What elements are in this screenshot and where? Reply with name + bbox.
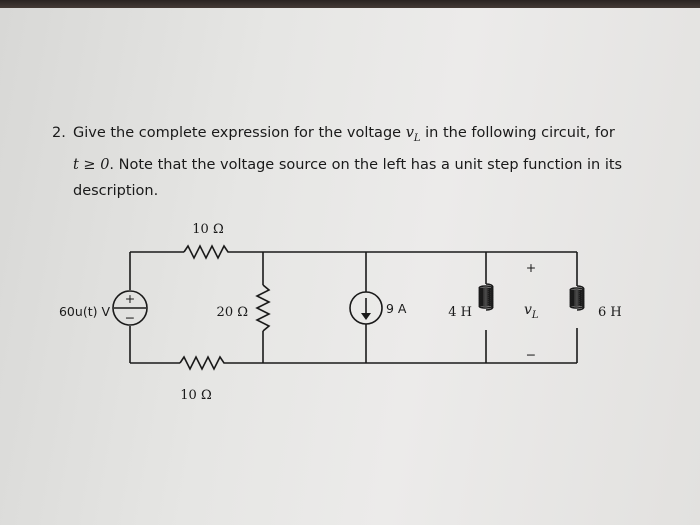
vl-plus-sign: +	[525, 260, 537, 275]
voltage-source	[113, 252, 147, 363]
problem-text-1: Give the complete expression for the voltage	[73, 125, 406, 141]
resistor-bottom-label: 10 Ω	[180, 388, 212, 403]
voltage-var-letter: v	[405, 125, 414, 141]
resistor-top-label: 10 Ω	[192, 222, 224, 237]
source-minus-sign: −	[124, 310, 136, 325]
problem-line-3: description.	[73, 182, 159, 199]
current-source	[350, 252, 382, 363]
inductor-4h	[479, 252, 493, 363]
problem-number: 2.	[52, 125, 66, 141]
current-source-label: 9 A	[386, 301, 407, 316]
vl-label: $v_L$	[524, 302, 539, 321]
current-arrow-icon	[361, 313, 371, 320]
source-label: 60u(t) V	[58, 304, 110, 319]
inductor-6h	[570, 252, 584, 363]
time-condition: t ≥ 0	[73, 156, 110, 173]
resistor-bottom	[180, 357, 228, 369]
problem-text-1-tail: in the following circuit, for	[420, 125, 615, 141]
voltage-var-subscript: L	[413, 132, 421, 144]
vl-minus-sign: −	[525, 347, 537, 362]
source-plus-sign: +	[124, 291, 136, 306]
inductor-6h-label: 6 H	[598, 305, 622, 320]
resistor-top	[184, 246, 232, 258]
resistor-shunt	[257, 252, 269, 363]
inductor-4h-label: 4 H	[448, 305, 472, 320]
resistor-shunt-label: 20 Ω	[216, 305, 248, 320]
problem-text-2: . Note that the voltage source on the left has a unit step function in its	[109, 156, 623, 173]
